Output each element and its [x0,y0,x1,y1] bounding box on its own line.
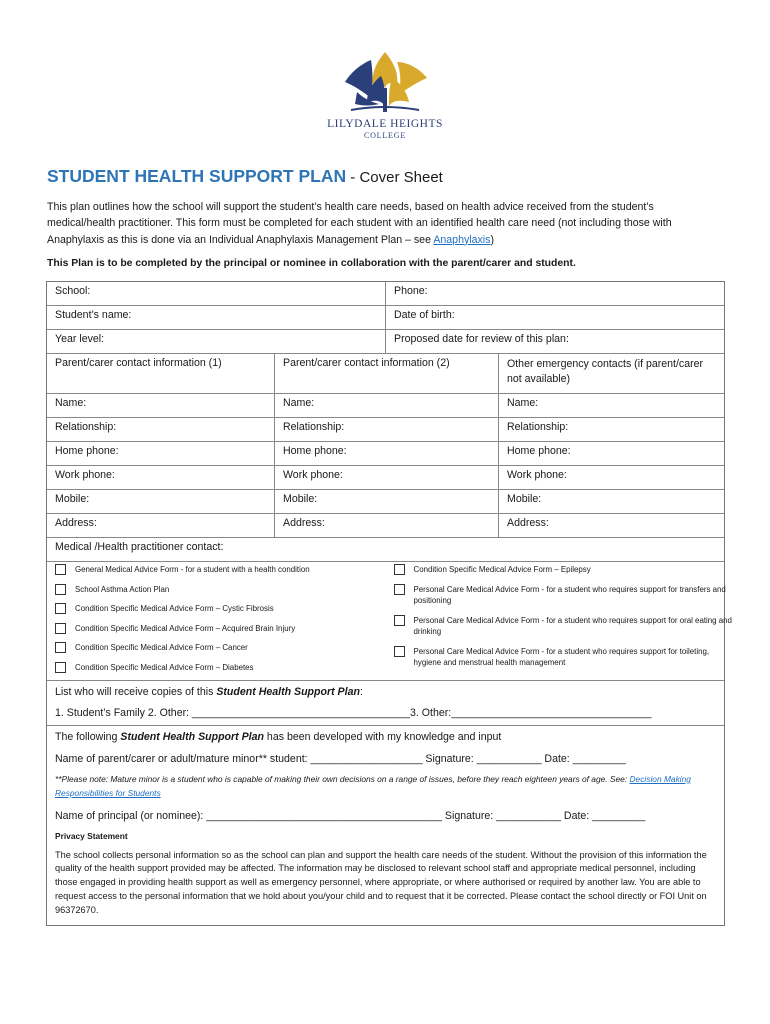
copies-recipients-line[interactable]: 1. Student’s Family 2. Other: _____________________________________3. Other:__________________________________ [55,706,652,719]
check-cystic-fibrosis[interactable] [55,603,394,623]
contact1-mobile[interactable]: Mobile: [55,493,90,505]
contact1-work-phone[interactable]: Work phone: [55,469,115,481]
title-suffix: - Cover Sheet [346,169,443,186]
student-name-field[interactable]: Student’s name: [55,309,132,321]
contacts-row-mobile [47,489,724,513]
checkbox[interactable] [55,564,66,575]
check-general-medical[interactable] [55,564,394,584]
check-toileting-hygiene[interactable] [394,646,733,670]
copies-plan-name: Student Health Support Plan [216,685,360,698]
contact-header-1: Parent/carer contact information (1) [55,357,222,369]
check-label: Personal Care Medical Advice Form - for a student who requires support for toileting, hygiene and menstrual health management [413,646,710,667]
practitioner-row [47,537,724,561]
leaf-logo-icon [337,48,433,116]
completion-note: This Plan is to be completed by the principal or nominee in collaboration with the parent/carer and student. [47,258,576,269]
privacy-statement: The school collects personal information so as the school can plan and support the health care needs of the student. Without the provision of this information the quality of the health support provided may be affected. The information may be disclosed to relevant school staff and appropriate medical personnel, including those engaged in providing health support as well as emergency personnel, where appropriate, or where authorised or required by another law. You are able to request access to the personal information that we hold about you/your child and to request that it be corrected. Please contact the school directly or FOI Unit on 96372670. [55,849,707,915]
contact1-address[interactable]: Address: [55,517,97,529]
checkbox[interactable] [394,564,405,575]
title-main: STUDENT HEALTH SUPPORT PLAN [47,166,347,186]
checkbox[interactable] [55,623,66,634]
check-cancer[interactable] [55,642,394,662]
copies-heading [55,682,716,703]
contact2-home-phone[interactable]: Home phone: [274,442,498,465]
check-label: School Asthma Action Plan [75,584,170,594]
dob-field[interactable]: Date of birth: [385,306,724,329]
developed-lead: The following [55,730,121,743]
contact2-address[interactable]: Address: [274,514,498,537]
contacts-header-row [47,353,724,393]
checkbox[interactable] [55,603,66,614]
contact3-work-phone[interactable]: Work phone: [498,466,724,489]
page-title [47,166,443,187]
contacts-row-home-phone [47,441,724,465]
privacy-title: Privacy Statement [55,830,128,841]
school-logo [320,48,450,140]
check-label: Personal Care Medical Advice Form - for a student who requires support for transfers and positioning [413,584,726,605]
copies-tail: : [359,685,363,698]
checklist-right [394,564,733,674]
contact1-name[interactable]: Name: [55,397,87,409]
health-plan-form [46,281,732,926]
check-label: Condition Specific Medical Advice Form – Epilepsy [413,565,591,574]
anaphylaxis-link[interactable]: Anaphylaxis [433,233,491,246]
form-row-year [47,329,724,353]
checklist-left [55,564,394,674]
contact3-home-phone[interactable]: Home phone: [498,442,724,465]
contact2-mobile[interactable]: Mobile: [274,490,498,513]
check-oral-eating[interactable] [394,615,733,646]
intro-text: This plan outlines how the school will support the student’s health care needs, based on health advice received from the student’s medical/health practitioner. This form must be completed for each student with an identified health care need (not including those with Anaphylaxis as this is done via an Individual Anaphylaxis Management Plan – see [47,201,672,246]
developed-row [47,725,724,926]
check-label: Condition Specific Medical Advice Form – Cancer [75,643,248,652]
checkbox[interactable] [394,615,405,626]
check-epilepsy[interactable] [394,564,733,584]
form-row-student [47,305,724,329]
year-level-field[interactable]: Year level: [55,333,105,345]
contact1-relationship[interactable]: Relationship: [55,421,117,433]
check-label: General Medical Advice Form - for a student with a health condition [75,565,310,574]
mature-minor-note [55,772,716,801]
check-label: Personal Care Medical Advice Form - for a student who requires support for oral eating and drinking [413,615,732,636]
forms-checklist-row [47,561,732,680]
contacts-row-relationship [47,417,724,441]
copies-row [47,680,724,725]
phone-field[interactable]: Phone: [385,282,724,305]
checkbox[interactable] [394,646,405,657]
copies-lead: List who will receive copies of this [55,685,217,698]
contact-header-2: Parent/carer contact information (2) [274,354,498,393]
intro-end: ) [490,233,494,246]
check-asthma-plan[interactable] [55,584,394,604]
copies-section [47,681,724,725]
contacts-row-name [47,393,724,417]
checkbox[interactable] [394,584,405,595]
check-label: Condition Specific Medical Advice Form – Diabetes [75,662,254,672]
developed-plan-name: Student Health Support Plan [120,730,264,743]
checkbox[interactable] [55,642,66,653]
contact3-relationship[interactable]: Relationship: [498,418,724,441]
forms-checklist [47,562,740,680]
decision-making-link[interactable]: Decision Making Responsibilities for Students [55,773,691,798]
school-field[interactable]: School: [55,285,91,297]
review-date-field[interactable]: Proposed date for review of this plan: [385,330,724,353]
contact2-relationship[interactable]: Relationship: [274,418,498,441]
intro-paragraph [47,199,723,248]
logo-name: LILYDALE HEIGHTS [327,118,443,130]
checkbox[interactable] [55,662,66,673]
contact1-home-phone[interactable]: Home phone: [55,445,119,457]
parent-signature-line[interactable]: Name of parent/carer or adult/mature minor** student: ___________________ Signature: ___________ Date: _________ [55,752,626,765]
practitioner-field[interactable]: Medical /Health practitioner contact: [55,541,224,553]
note-text: **Please note: Mature minor is a student who is capable of making their own decisions on a range of issues, before they reach eighteen years of age. See: [55,773,630,784]
principal-signature-line[interactable]: Name of principal (or nominee): ________________________________________ Signature: ___________ Date: _________ [55,809,646,822]
check-brain-injury[interactable] [55,623,394,643]
contacts-row-work-phone [47,465,724,489]
contact-header-3: Other emergency contacts (if parent/carer not available) [498,354,724,393]
contacts-row-address [47,513,724,537]
developed-tail: has been developed with my knowledge and input [263,730,502,743]
form-row-school [47,282,724,305]
developed-heading [55,727,716,748]
check-transfers-positioning[interactable] [394,584,733,615]
developed-section [47,726,724,926]
contact2-work-phone[interactable]: Work phone: [274,466,498,489]
contact3-mobile[interactable]: Mobile: [498,490,724,513]
logo-subname: COLLEGE [363,131,407,140]
contact3-address[interactable]: Address: [498,514,724,537]
check-label: Condition Specific Medical Advice Form – Acquired Brain Injury [75,623,296,633]
contact2-name[interactable]: Name: [274,394,498,417]
check-label: Condition Specific Medical Advice Form – Cystic Fibrosis [75,604,274,613]
checkbox[interactable] [55,584,66,595]
check-diabetes[interactable] [55,662,394,674]
contact3-name[interactable]: Name: [498,394,724,417]
